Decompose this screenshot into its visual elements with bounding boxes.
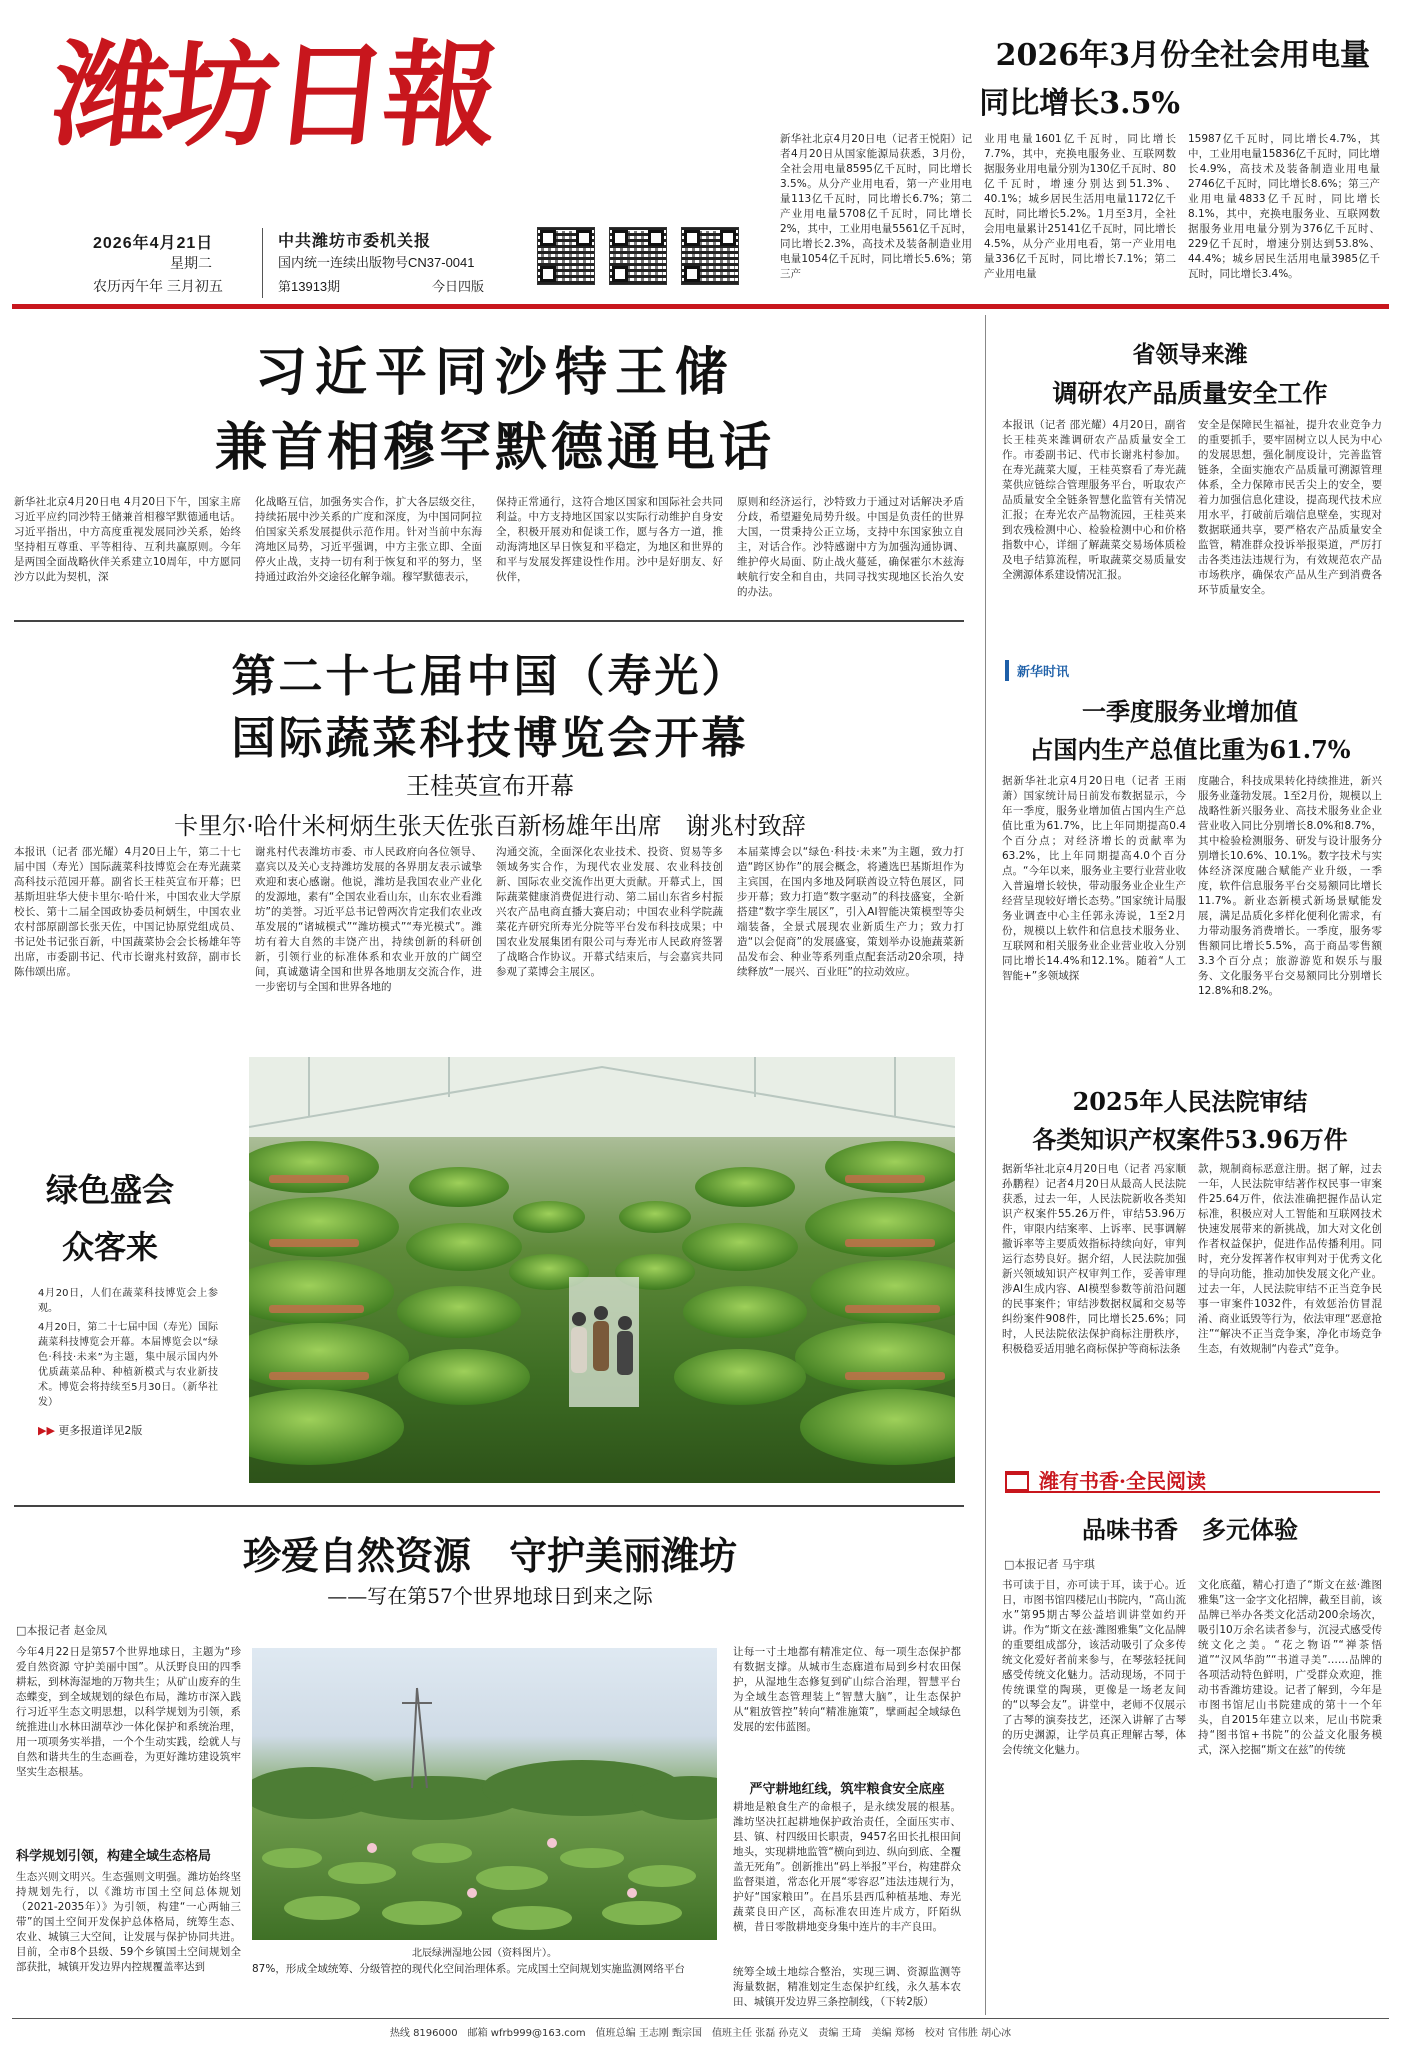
lead-headline-1: 习近平同沙特王储 — [254, 342, 735, 403]
photo-caption-2: 4月20日，第二十七届中国（寿光）国际蔬菜科技博览会开幕。本届博览会以“绿色·科技·未来”为主题，集中展示国内外优质蔬菜品种、种植新模式与农业新技术。博览会将持续至5月30日。（新华社发） — [38, 1322, 218, 1408]
xinhua-headline-1: 一季度服务业增加值 — [1082, 697, 1298, 726]
expo-col-1: 本报讯（记者 邵光耀）4月20日上午，第二十七届中国（寿光）国际蔬菜科技博览会在寿光蔬菜高科技示范园开幕。副省长王桂英宣布开幕；巴基斯坦驻华大使卡里尔·哈什米，中国农业大学原校长、第十二届全国政协委员柯炳生，中国农业农村部原副部长张天佐，中国记协原党组成员、书记处书记张百新，中国蔬菜协会会长杨雄年等出席，市委副书记、代市长谢兆村致辞，副市长陈伟颂出席。 — [14, 846, 241, 978]
lead-col-4: 原则和经济运行，沙特致力于通过对话解决矛盾分歧，希望避免局势升级。中国是负责任的世界大国，一贯秉持公正立场，支持中东国家独立自主，对话合作。沙特感谢中方为加强沟通协调、维护停火局面、防止战火蔓延，确保霍尔木兹海峡航行安全和自由，共同寻找实现地区长治久安的办法。 — [737, 496, 964, 598]
footer-rule — [12, 2018, 1389, 2019]
sidebar1-body — [1002, 418, 1382, 638]
reading-body — [1002, 1578, 1382, 2010]
arrow-icon: ▶▶ — [38, 1424, 55, 1437]
sidebar1-col-1: 本报讯（记者 邵光耀）4月20日，副省长王桂英来潍调研农产品质量安全工作。市委副书记、代市长谢兆村参加。在寿光蔬菜大厦，王桂英察看了寿光蔬菜供应链综合管理服务平台，听取农产品质量安全全链条智慧化监管有关情况汇报；在寿光农产品物流园，王桂英来到农残检测中心、检验检测中心和价格指数中心，详细了解蔬菜交易场体质检及电子结算流程，听取蔬菜交易质量安全溯源体系建设情况汇报。 — [1002, 419, 1186, 581]
expo-headline-2: 国际蔬菜科技博览会开幕 — [231, 713, 749, 764]
expo-body — [14, 845, 964, 1075]
expo-col-3: 沟通交流，全面深化农业技术、投资、贸易等多领域务实合作，为现代农业发展、农业科技创新、国际农业交流作出更大贡献。开幕式上，国际蔬菜健康消费促进行动、第二届山东省乡村振兴农产品电商直播大赛启动；中国农业科学院蔬菜花卉研究所寿光分院等平台发布科技成果；中国农业发展集团有限公司与寿光市人民政府签署了战略合作协议。开幕式结束后，与会嘉宾共同参观了菜博会主展区。 — [496, 846, 723, 978]
sidebar1-headline-2: 调研农产品质量安全工作 — [1052, 379, 1328, 408]
expo-photo — [249, 1057, 955, 1483]
top-story-col-1: 新华社北京4月20日电（记者王悦阳）记者4月20日从国家能源局获悉，3月份，全社会用电量8595亿千瓦时，同比增长3.5%。从分产业用电看，第一产业用电量113亿千瓦时，同比增长6.7%；第二产业用电量5708亿千瓦时，同比增长2%，其中，工业用电量5561亿千瓦时，同比增长2.3%，高技术及装备制造业用电量1054亿千瓦时，同比增长5.6%；第三产 — [780, 133, 972, 280]
top-story-body — [780, 132, 1380, 294]
cn-number: 国内统一连续出版物号CN37-0041 — [278, 255, 475, 270]
reading-col-1: 书可读于目，亦可读于耳，读于心。近日，市图书馆四楼尼山书院内，“高山流水”第95期古琴公益培训讲堂如约开讲。作为“斯文在兹·潍图雅集”文化品牌的重要组成部分，该活动吸引了众多传统文化爱好者前来参与，在琴弦轻抚间感受传统文化魅力。活动现场，不同于传统课堂的陶瑛，更像是一场老友间的“以琴会友”。讲堂中，老师不仅展示了古琴的演奏技艺，还深入讲解了古琴的历史渊源，让学员真正理解古琴，体会传统文化魅力。 — [1002, 1579, 1186, 1756]
more-coverage-link[interactable] — [38, 1422, 228, 1438]
reading-banner: 潍有书香·全民阅读 — [1005, 1465, 1380, 1493]
section-divider-2 — [14, 1505, 964, 1507]
byline-box-icon: □ — [16, 1624, 27, 1637]
lead-col-2: 化战略互信，加强务实合作，扩大各层级交往，持续拓展中沙关系的广度和深度，为中国同阿拉伯国家关系发展提供示范作用。针对当前中东海湾地区局势，习近平强调，中方主张立即、全面停火止战，支持一切有利于恢复和平的努力，坚持通过政治外交途径化解争端。穆罕默德表示， — [255, 496, 482, 583]
lead-col-3: 保持正常通行，这符合地区国家和国际社会共同利益。中方支持地区国家以实际行动维护自身安全，积极开展劝和促谈工作，愿与各方一道，推动海湾地区早日恢复和平稳定，为地区和世界的和平与发展发挥建设性作用。沙中是好朋友、好伙伴， — [496, 496, 723, 583]
earth-day-section-2: 严守耕地红线，筑牢粮食安全底座 — [749, 1782, 945, 1797]
wetland-photo — [252, 1648, 717, 1940]
earth-day-col3b: 耕地是粮食生产的命根子，是永续发展的根基。潍坊坚决扛起耕地保护政治责任，全面压实市、县、镇、村四级田长职责，9457名田长扎根田间地头，实现耕地监管“横向到边、纵向到底、全覆盖无死角”。创新推出“码上举报”平台，构建群众监督渠道，常态化开展“零容忍”违法违规行为，护好“国家粮田”。在昌乐县西瓜种植基地、寿光蔬菜良田产区，高标准农田连片成方，阡陌纵横，昔日零散耕地变身集中连片的丰产良田。 — [733, 1801, 961, 1933]
xinhua-body — [1002, 774, 1382, 1074]
wetland-photo-caption: 北辰绿洲湿地公园（资料图片）。 — [412, 1948, 557, 1959]
earth-day-subhead: ——写在第57个世界地球日到来之际 — [327, 1584, 653, 1608]
lead-col-1: 新华社北京4月20日电 4月20日下午，国家主席习近平应约同沙特王储兼首相穆罕默德通电话。习近平指出，中方高度重视发展同沙关系，始终坚持相互尊重、平等相待、互利共赢原则。今年是两国全面战略伙伴关系建立10周年，中方愿同沙方以此为契机，深 — [14, 496, 241, 583]
qr-code-2 — [609, 227, 667, 285]
qr-code-3 — [681, 227, 739, 285]
top-story-headline-1: 2026年3月份全社会用电量 — [995, 38, 1370, 73]
expo-col-4: 本届菜博会以“绿色·科技·未来”为主题，致力打造“跨区协作”的展会概念，将遴选巴基斯坦作为主宾国，在国内多地及阿联酋设立特色展区，同步开幕；致力打造“数字驱动”的科技盛宴，全新搭建“数字孪生展区”，引入AI智能决策模型等尖端装备，全景式展现农业新质生产力；致力打造“以会促商”的发展盛宴，策划举办设施蔬菜新品发布会、种业等系列重点配套活动20余项，持续释放“一展兴、百业旺”的拉动效应。 — [737, 846, 964, 978]
expo-subhead: 王桂英宣布开幕 — [406, 772, 574, 800]
lunar-date: 农历丙午年 三月初五 — [93, 278, 223, 294]
book-icon — [1005, 1471, 1029, 1491]
sidebar1-col-2: 安全是保障民生福祉，提升农业竞争力的重要抓手，要牢固树立以人民为中心的发展思想，强化制度设计，完善监管链条，全面实施农产品质量可溯源管理体系，全力保障市民舌尖上的安全，要着力加强信息化建设，提高现代技术应用水平，打破前后端信息壁垒，实现对数据联通共享，要严格农产品质量安全监管，精准群众投诉举报渠道，严厉打击各类违法违规行为，有效规范农产品市场秩序，确保农产品从生产到消费各环节质量安全。 — [1198, 419, 1382, 596]
ip-col-1: 据新华社北京4月20日电（记者 冯家顺 孙鹏程）记者4月20日从最高人民法院获悉，过去一年，人民法院新收各类知识产权案件55.26万件，审结53.96万件，审限内结案率、上诉率、民事调解撤诉率等主要质效指标持续向好，审判运行态势良好。据介绍，人民法院加强新兴领域知识产权审判工作，妥善审理涉AI生成内容、AI模型参数等前沿问题的民事案件；审结涉数据权属和交易等纠纷案件908件，同比增长25.6%；同时，人民法院依法保护商标注册秩序，积极稳妥适用驰名商标保护等商标法条 — [1002, 1163, 1186, 1355]
sponsor-organ: 中共潍坊市委机关报 — [278, 233, 432, 250]
sidebar-divider — [985, 315, 986, 2015]
masthead-red-rule — [12, 304, 1389, 309]
issue-date: 2026年4月21日 — [93, 235, 214, 252]
top-story-col-3: 15987亿千瓦时，同比增长4.7%，其中，工业用电量15836亿千瓦时，同比增长4.9%，高技术及装备制造业用电量2746亿千瓦时，同比增长8.6%；第三产业用电量4833亿千瓦时，同比增长8.1%，其中，充换电服务业、互联网数据服务业用电量分别为376亿千瓦时、229亿千瓦时，增速分别达到53.8%、44.4%；城乡居民生活用电量3985亿千瓦时，同比增长3.4%。 — [1188, 133, 1380, 280]
xinhua-headline-2: 占国内生产总值比重为61.7% — [1029, 735, 1351, 764]
lead-headline-2: 兼首相穆罕默德通电话 — [214, 417, 775, 478]
ip-headline-1: 2025年人民法院审结 — [1072, 1087, 1308, 1116]
ip-body — [1002, 1162, 1382, 1444]
expo-col-2: 谢兆村代表潍坊市委、市人民政府向各位领导、嘉宾以及关心支持潍坊发展的各界朋友表示诚挚欢迎和衷心感谢。他说，潍坊是我国农业产业化的发源地，素有“全国农业看山东，山东农业看潍坊”的美誉。习近平总书记曾两次肯定我们农业改革发展的“诸城模式”“潍坊模式”“寿光模式”。潍坊有着大自然的丰饶产出，持续创新的科研创新，引领行业的标准体系和农业开放的广阔空间，真诚邀请全国和世界各地朋友交流合作，进一步密切与全国和世界各地的 — [255, 846, 482, 993]
earth-day-headline: 珍爱自然资源 守护美丽潍坊 — [242, 1533, 737, 1578]
reading-byline: □本报记者 马宇琪 — [1004, 1558, 1095, 1571]
wetland-illustration — [252, 1648, 717, 1940]
expo-attendees: 卡里尔·哈什米柯炳生张天佐张百新杨雄年出席 谢兆村致辞 — [174, 812, 806, 840]
footer-credits: 热线 8196000 邮箱 wfrb999@163.com 值班总编 王志刚 甄宗国 值班主任 张磊 孙克义 责编 王琦 美编 郑杨 校对 官伟胜 胡心冰 — [389, 2028, 1012, 2039]
photo-title-1: 绿色盛会 — [45, 1171, 174, 1209]
reading-headline: 品味书香 多元体验 — [1082, 1515, 1298, 1544]
issue-number: 第13913期 — [278, 279, 341, 294]
sidebar1-headline-1: 省领导来潍 — [1132, 341, 1248, 368]
earth-day-col1b: 生态兴则文明兴。生态强则文明强。潍坊始终坚持规划先行，以《潍坊市国土空间总体规划（2021-2035年）》为引领，构建“一心两轴三带”的国土空间开发保护总体格局，统筹生态、农业、城镇三大空间，让发展与保护协同共进。目前，全市8个县级、59个乡镇国土空间规划全部获批，城镇开发边界内控规覆盖率达到 — [16, 1871, 241, 1973]
greenhouse-illustration — [249, 1057, 955, 1483]
xinhua-col-1: 据新华社北京4月20日电（记者 王雨萧）国家统计局日前发布数据显示，今年一季度，服务业增加值占国内生产总值比重为61.7%，比上年同期提高0.4个百分点；对经济增长的贡献率为63.2%，比上年同期提高4.0个百分点。“今年以来，服务业主要行业营业收入普遍增长较快，带动服务业企业生产经营呈现较好增长态势。”国家统计局服务业调查中心主任郭永涛说，1至2月份，规模以上软件和信息技术服务业、互联网和相关服务业企业营业收入分别同比增长14.4%和12.1%。随着“人工智能+”多领域探 — [1002, 775, 1186, 982]
photo-title-2: 众客来 — [61, 1228, 158, 1266]
xinhua-col-2: 度融合，科技成果转化持续推进，新兴服务业蓬勃发展。1至2月份，规模以上战略性新兴服务业、高技术服务业企业营业收入同比分别增长8.0%和8.7%，其中检验检测服务、研发与设计服务分别增长10.6%、10.1%。数字技术与实体经济深度融合赋能产业升级，一季度，软件信息服务平台交易额同比增长11.7%。新业态新模式新场景赋能发展，满足品质化多样化便利化需求，有力带动服务消费增长。一季度，服务零售额同比增长5.5%，高于商品零售额3.3个百分点；旅游游览和娱乐与服务、文化服务平台交易额同比分别增长12.8%和8.2%。 — [1198, 775, 1382, 997]
earth-day-col3c: 统筹全域土地综合整治，实现三调、资源监测等海量数据，精准划定生态保护红线，永久基本农田、城镇开发边界三条控制线，（下转2版） — [733, 1966, 961, 2008]
earth-day-section-1: 科学规划引领，构建全域生态格局 — [16, 1849, 212, 1864]
top-story-headline-2: 同比增长3.5% — [979, 86, 1180, 121]
earth-day-intro: 今年4月22日是第57个世界地球日，主题为“珍爱自然资源 守护美丽中国”。从沃野良田的四季耕耘，到林海湿地的万物共生；从矿山废弃的生态蝶变，到全域规划的绿色布局，潍坊市深入践行习近平生态文明思想，以科学规划为引领，系统推进山水林田湖草沙一体化保护和系统治理，用一项项务实举措，一个个生动实践，绘就人与自然和谐共生的生态画卷，为更好潍坊建设筑牢坚实生态根基。 — [16, 1646, 241, 1778]
ip-col-2: 款，规制商标恶意注册。据了解，过去一年，人民法院审结著作权民事一审案件25.64万件，依法准确把握作品认定标准，积极应对人工智能和互联网技术快速发展带来的新挑战，加大对文化创作者权益保护，促进作品传播利用。同时，充分发挥著作权审判对于优秀文化的导向功能，推动加快发展文化产业。过去一年，人民法院审结不正当竞争民事一审案件1032件，有效惩治仿冒混淆、商业诋毁等行为，依法审理“恶意抢注”“解决不正当竞争案，净化市场竞争生态，有效规制“内卷式”竞争。 — [1198, 1163, 1382, 1355]
masthead-divider — [262, 228, 263, 298]
issue-weekday: 星期二 — [170, 255, 212, 271]
byline-box-icon-2: □ — [1004, 1558, 1015, 1571]
visitors — [571, 1306, 633, 1375]
more-coverage-text: 更多报道详见2版 — [58, 1424, 143, 1437]
earth-day-byline: □本报记者 赵金凤 — [16, 1624, 107, 1637]
earth-day-col3a: 让每一寸土地都有精准定位、每一项生态保护都有数据支撑。从城市生态廊道布局到乡村农田保护，从湿地生态修复到矿山综合治理，智慧平台为全域生态管理装上“智慧大脑”，让生态保护从“粗放管控”转向“精准施策”，擘画起全域绿色发展的宏伟蓝图。 — [733, 1646, 961, 1733]
expo-headline-1: 第二十七届中国（寿光） — [231, 651, 749, 702]
newspaper-logo: 潍坊日報 — [46, 28, 502, 162]
ip-headline-2: 各类知识产权案件53.96万件 — [1032, 1125, 1348, 1154]
section-divider — [14, 620, 964, 622]
photo-caption-1: 4月20日，人们在蔬菜科技博览会上参观。 — [38, 1288, 218, 1314]
earth-day-col2b: 87%，形成全域统筹、分级管控的现代化空间治理体系。完成国土空间规划实施监测网络平台 — [252, 1963, 685, 1975]
top-story-col-2: 业用电量1601亿千瓦时，同比增长7.7%，其中，充换电服务业、互联网数据服务业用电量分别为130亿千瓦时、80亿千瓦时，增速分别达到51.3%、40.1%；城乡居民生活用电量1172亿千瓦时，同比增长5.2%。1月至3月，全社会用电量累计25141亿千瓦时，同比增长4.5%，从分产业用电看，第一产业用电量336亿千瓦时，同比增长7.1%；第二产业用电量 — [984, 133, 1176, 280]
lead-body — [14, 495, 964, 607]
reading-col-2: 文化底蕴，精心打造了“斯文在兹·潍图雅集”这一金字文化招牌，截至目前，该品牌已举办各类文化活动200余场次，吸引10万余名读者参与，沉浸式感受传统文化之美。“花之物语”“禅茶悟道”“汉风华韵”“书道寻美”……品牌的各项活动特色鲜明，广受群众欢迎，推动书香潍坊建设。记者了解到，今年是市图书馆尼山书院建成的第十一个年头，自2015年建立以来，尼山书院秉持“图书馆+书院”的公益文化服务模式，深入挖掘“斯文在兹”的传统 — [1198, 1579, 1382, 1756]
xinhua-label: 新华时讯 — [1005, 660, 1077, 681]
qr-code-1 — [537, 227, 595, 285]
page-count: 今日四版 — [432, 279, 485, 294]
